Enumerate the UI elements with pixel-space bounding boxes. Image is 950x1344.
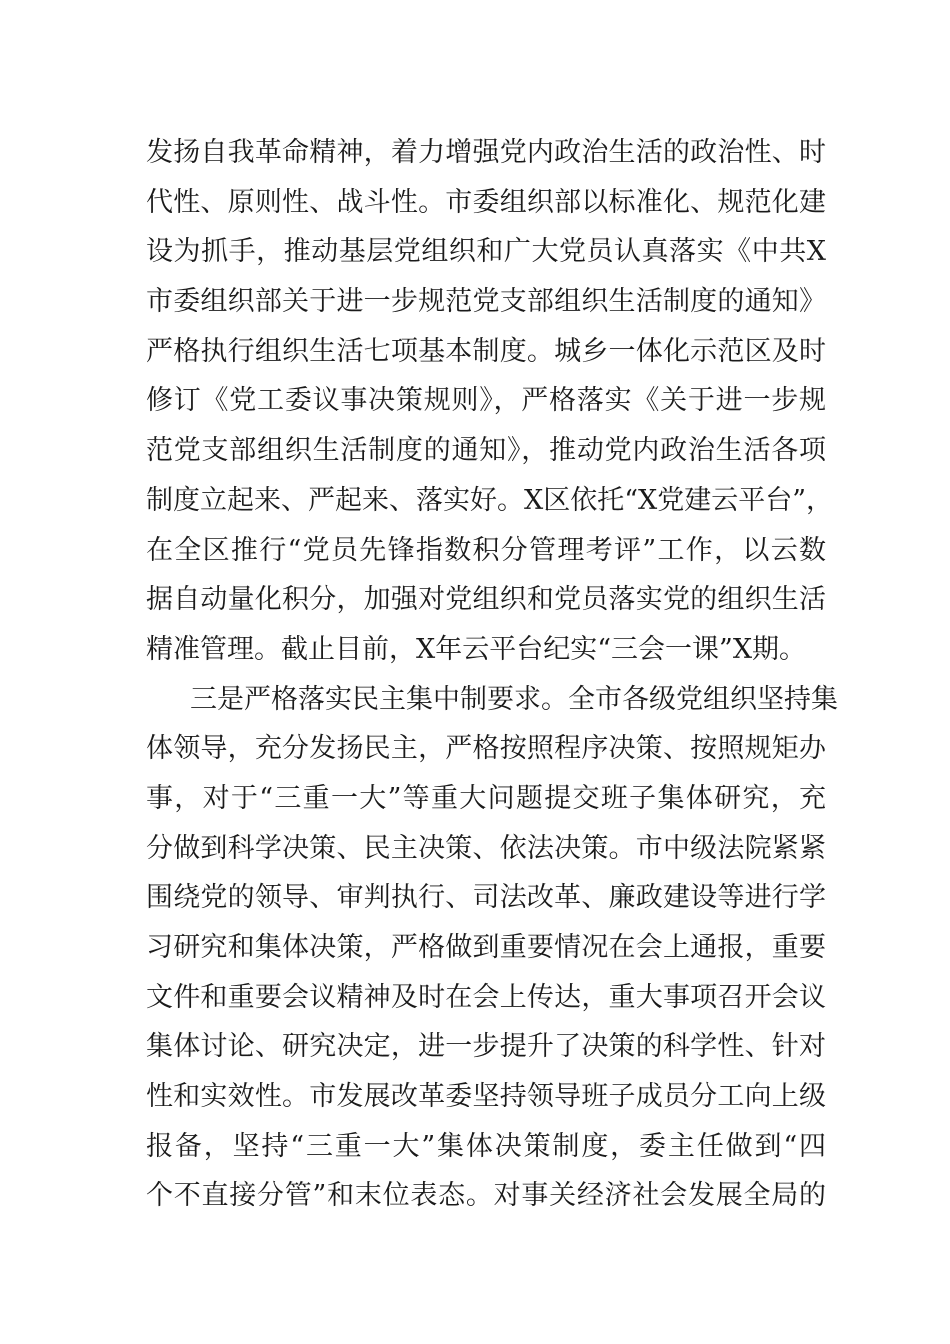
- paragraph-start-line: 三是严格落实民主集中制要求。全市各级党组织坚持集: [190, 683, 838, 715]
- text-line: 范党支部组织生活制度的通知》，推动党内政治生活各项: [146, 435, 826, 467]
- text-line: 文件和重要会议精神及时在会上传达，重大事项召开会议: [146, 981, 826, 1013]
- text-line: 报备，坚持“三重一大”集体决策制度，委主任做到“四: [146, 1130, 826, 1162]
- text-line: 制度立起来、严起来、落实好。X区依托“X党建云平台”，: [146, 484, 834, 516]
- text-line: 严格执行组织生活七项基本制度。城乡一体化示范区及时: [146, 335, 826, 367]
- text-line: 集体讨论、研究决定，进一步提升了决策的科学性、针对: [146, 1031, 826, 1063]
- text-line: 性和实效性。市发展改革委坚持领导班子成员分工向上级: [146, 1081, 826, 1113]
- text-line: 体领导，充分发扬民主，严格按照程序决策、按照规矩办: [146, 733, 826, 765]
- text-line: 代性、原则性、战斗性。市委组织部以标准化、规范化建: [146, 186, 826, 218]
- text-line: 习研究和集体决策，严格做到重要情况在会上通报，重要: [146, 932, 826, 963]
- text-line: 围绕党的领导、审判执行、司法改革、廉政建设等进行学: [146, 882, 826, 914]
- text-line: 发扬自我革命精神，着力增强党内政治生活的政治性、时: [146, 137, 826, 168]
- text-line: 设为抓手，推动基层党组织和广大党员认真落实《中共X: [146, 236, 826, 268]
- text-line: 市委组织部关于进一步规范党支部组织生活制度的通知》: [146, 286, 826, 318]
- text-line: 在全区推行“党员先锋指数积分管理考评”工作，以云数: [146, 534, 826, 566]
- text-line: 个不直接分管”和末位表态。对事关经济社会发展全局的: [146, 1180, 826, 1212]
- text-line: 修订《党工委议事决策规则》，严格落实《关于进一步规: [146, 385, 826, 417]
- text-line: 据自动量化积分，加强对党组织和党员落实党的组织生活: [146, 584, 826, 616]
- paragraph-end-line: 精准管理。截止目前，X年云平台纪实“三会一课”X期。: [146, 633, 807, 665]
- text-line: 分做到科学决策、民主决策、依法决策。市中级法院紧紧: [146, 832, 826, 864]
- body-text: [146, 128, 838, 1221]
- text-line: 事，对于“三重一大”等重大问题提交班子集体研究，充: [146, 782, 826, 814]
